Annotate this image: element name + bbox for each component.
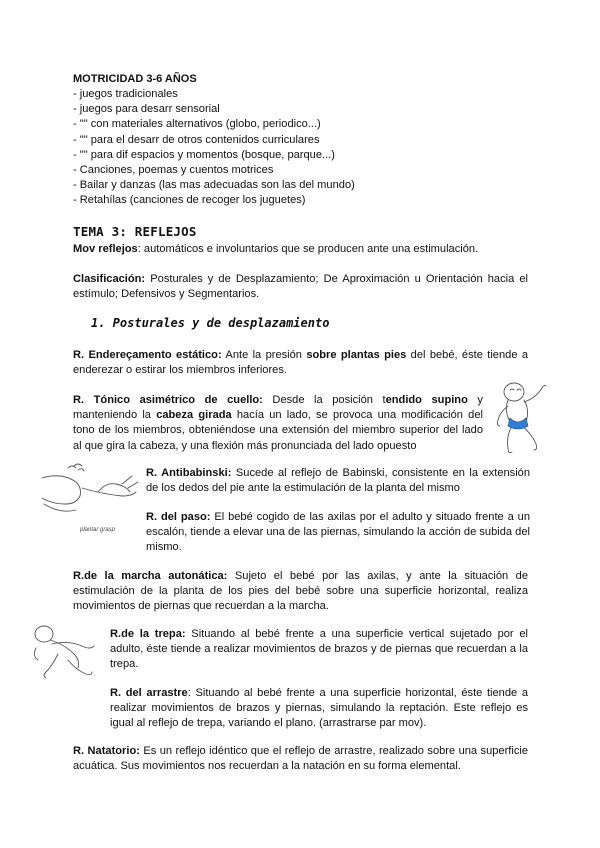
baby-climbing-illustration: [28, 618, 102, 688]
reflejo-text: El bebé cogido de las axilas por el adulto y situado frente a un escalón, tiende a elevar una de las piernas, simulando la acción de subida del mismo.: [146, 511, 530, 554]
mov-reflejos-label: Mov reflejos: [73, 243, 138, 255]
foot-illustration-caption: plantar grasp: [80, 527, 116, 533]
reflejo-text: Sujeto el bebé por las axilas, y ante la situación de estimulación de la planta de los pies del bebé sobre una superficie horizontal, realiza movimientos de piernas que recuerdan a la marcha.: [73, 570, 529, 613]
foot-reflex-illustration: [38, 458, 142, 530]
tema-heading: TEMA 3: REFLEJOS: [73, 224, 197, 239]
reflejo-text: Es un reflejo idéntico que el reflejo de arrastre, realizado sobre una superficie acuática. Sus movimientos nos recuerdan a la natación en su forma elemental.: [73, 745, 529, 773]
list-item: - Retahílas (canciones de recoger los juguetes): [73, 194, 306, 207]
clasificacion-label: Clasificación:: [73, 273, 146, 285]
reflejo-label: R. Natatorio:: [73, 745, 140, 757]
reflejo-enderezamiento: [73, 348, 528, 378]
clasificacion-text: Posturales y de Desplazamiento; De Aproximación u Orientación hacia el estímulo; Defensivos y Segmentarios.: [73, 273, 528, 301]
reflejo-text: hacía un lado, se provoca una modificación del tono de los miembros, obteniéndose una extensión del miembro superior del lado al que gira la cabeza, y una flexión más pronunciada del lado opuesto: [73, 409, 483, 452]
reflejo-arrastre: [110, 686, 528, 732]
reflejo-marcha: [73, 569, 528, 615]
reflejo-emphasis: cabeza girada: [156, 409, 232, 422]
reflejo-label: R. Endereçamento estático:: [73, 349, 222, 361]
clasificacion-paragraph: [73, 272, 528, 302]
reflejo-text: del bebé, éste tiende a enderezar o estirar los miembros inferiores.: [73, 349, 529, 377]
reflejo-tonico: [73, 393, 483, 454]
reflejo-label: R. Tónico asimétrico de cuello:: [73, 394, 263, 406]
reflejo-text: Sucede al reflejo de Babinski, consistente en la extensión de los dedos del pie ante la estimulación de la planta del mismo: [146, 467, 531, 495]
reflejo-emphasis: endido supino: [385, 394, 468, 406]
reflejo-text: Desde la posición t: [262, 394, 386, 406]
reflejo-text: y manteniendo la: [73, 394, 483, 422]
reflejo-antibabinski: [146, 466, 530, 496]
reflejo-label: R. Antibabinski:: [146, 467, 232, 479]
mov-reflejos-text: : automáticos e involuntarios que se producen ante una estimulación.: [137, 243, 479, 255]
reflejo-text: Situando al bebé frente a una superficie vertical sujetado por el adulto, éste tiende a realizar movimientos de brazos y de piernas que recuerdan a la trepa.: [110, 628, 528, 671]
reflejo-label: R.de la trepa:: [110, 628, 186, 640]
reflejo-natatorio: [73, 744, 528, 774]
section-heading-posturales: 1. Posturales y de desplazamiento: [91, 316, 330, 330]
list-item: - Canciones, poemas y cuentos motrices: [73, 164, 274, 177]
reflejo-label: R. del paso:: [146, 511, 211, 523]
list-item: - "" con materiales alternativos (globo, periodico...): [73, 118, 321, 131]
mov-reflejos-paragraph: [73, 242, 528, 257]
list-item: - juegos para desarr sensorial: [73, 103, 220, 116]
reflejo-paso: [146, 510, 530, 556]
list-item: - "" para el desarr de otros contenidos curriculares: [73, 133, 320, 146]
diaper-shape: [508, 418, 528, 429]
motricidad-heading: MOTRICIDAD 3-6 AÑOS: [73, 73, 197, 85]
reflejo-label: R. del arrastre: [110, 687, 188, 699]
reflejo-text: Ante la presión: [221, 349, 307, 361]
reflejo-emphasis: sobre plantas pies: [306, 349, 407, 361]
list-item: - juegos tradicionales: [73, 88, 178, 100]
list-item: - "" para dif espacios y momentos (bosque, parque...): [73, 148, 335, 161]
reflejo-label: R.de la marcha autonática:: [73, 570, 228, 582]
reflejo-trepa: [110, 627, 528, 673]
reflejo-text: : Situando al bebé frente a una superficie horizontal, éste tiende a realizar movimientos de brazos y piernas, simulando la reptación. Este reflejo es igual al reflejo de trepa, variando el plano. (arrastrarse par mov).: [110, 687, 528, 730]
baby-tonic-neck-illustration: [490, 378, 552, 468]
motricidad-list: [73, 87, 543, 209]
list-item: - Bailar y danzas (las mas adecuadas son las del mundo): [73, 179, 355, 192]
